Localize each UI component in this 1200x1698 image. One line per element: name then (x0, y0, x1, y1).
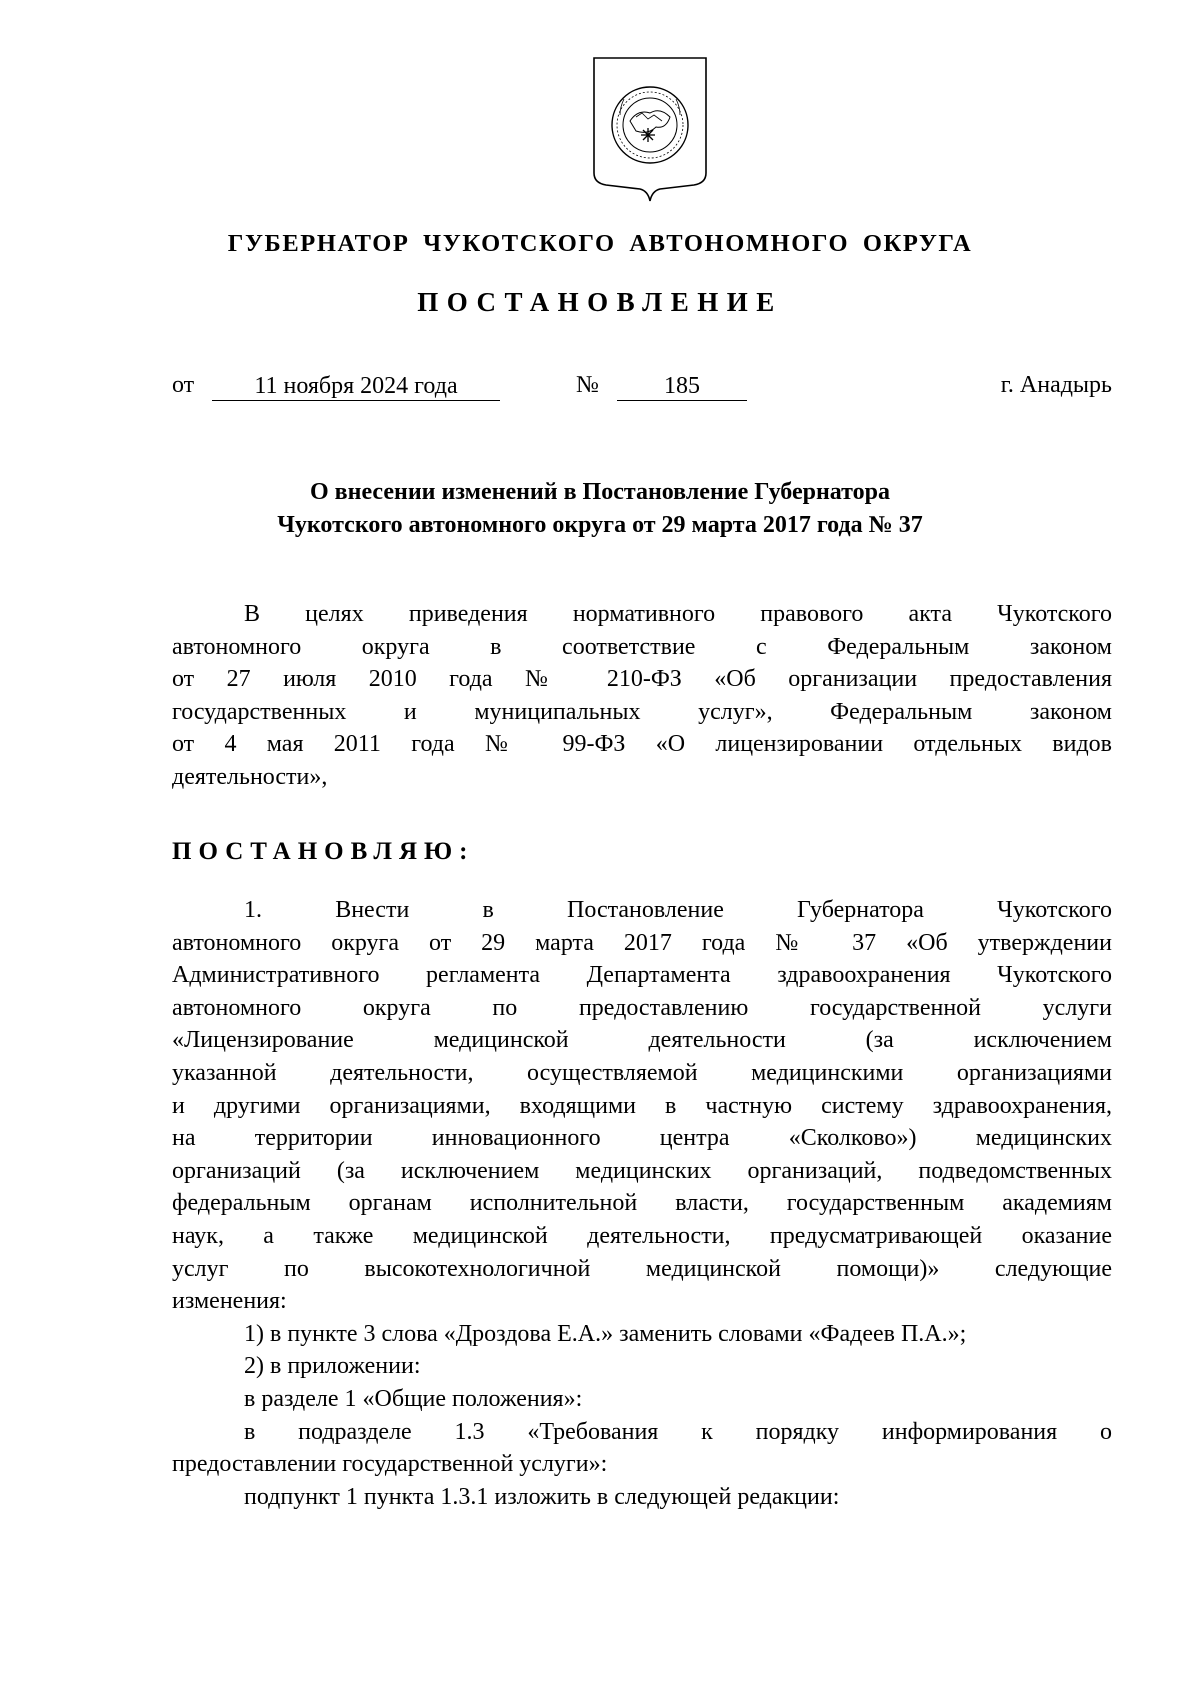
document-date: 11 ноября 2024 года (212, 372, 500, 401)
preamble-line: автономного округа в соответствие с Федеральным законом (172, 633, 1112, 660)
preamble-line: от 27 июля 2010 года № 210-ФЗ «Об организации предоставления (172, 666, 1112, 693)
item-1-line: «Лицензирование медицинской деятельности (за исключением (172, 1027, 1112, 1054)
closing-line: подпункт 1 пункта 1.3.1 изложить в следующей редакции: (244, 1483, 840, 1510)
subsection-line: предоставлении государственной услуги»: (172, 1451, 608, 1478)
subject-line: Чукотского автономного округа от 29 марта 2017 года № 37 (277, 512, 923, 538)
date-prefix: от (172, 372, 195, 398)
subitem-2: 2) в приложении: (244, 1353, 421, 1380)
document-number: 185 (617, 372, 747, 401)
item-1-line: 1. Внести в Постановление Губернатора Чукотского (244, 897, 1112, 923)
item-1-line: услуг по высокотехнологичной медицинской помощи)» следующие (172, 1255, 1112, 1282)
preamble-line: деятельности», (172, 763, 328, 790)
item-1-line: указанной деятельности, осуществляемой медицинскими организациями (172, 1059, 1112, 1086)
number-sign: № (576, 372, 599, 398)
item-1-line: изменения: (172, 1288, 287, 1315)
dateline (172, 372, 1112, 406)
item-1-line: Административного регламента Департамента здравоохранения Чукотского (172, 962, 1112, 989)
preamble-paragraph (172, 598, 1112, 794)
item-1-line: автономного округа по предоставлению государственной услуги (172, 994, 1112, 1021)
governor-title: ГУБЕРНАТОР ЧУКОТСКОГО АВТОНОМНОГО ОКРУГА (227, 230, 973, 257)
preamble-line: от 4 мая 2011 года № 99-ФЗ «О лицензировании отдельных видов (172, 731, 1112, 758)
subsection-line: в подразделе 1.3 «Требования к порядку информирования о (244, 1418, 1112, 1445)
subject-line: О внесении изменений в Постановление Губернатора (310, 479, 890, 505)
chukotka-coat-of-arms-icon (590, 55, 710, 205)
preamble-line: В целях приведения нормативного правового акта Чукотского (244, 601, 1112, 627)
document-type-title: ПОСТАНОВЛЕНИЕ (417, 287, 783, 317)
document-city: г. Анадырь (1000, 372, 1112, 398)
item-1-line: автономного округа от 29 марта 2017 года № 37 «Об утверждении (172, 929, 1112, 956)
section-reference: в разделе 1 «Общие положения»: (244, 1385, 583, 1412)
item-1-paragraph (172, 894, 1112, 1513)
item-1-line: наук, а также медицинской деятельности, предусматривающей оказание (172, 1222, 1112, 1249)
subitem-1: 1) в пункте 3 слова «Дроздова Е.А.» заменить словами «Фадеев П.А.»; (244, 1320, 967, 1347)
item-1-line: на территории инновационного центра «Сколково») медицинских (172, 1125, 1112, 1152)
item-1-line: организаций (за исключением медицинских организаций, подведомственных (172, 1157, 1112, 1184)
decree-word: ПОСТАНОВЛЯЮ: (172, 838, 475, 865)
document-subject (150, 476, 1050, 542)
preamble-line: государственных и муниципальных услуг», Федеральным законом (172, 698, 1112, 725)
item-1-line: федеральным органам исполнительной власти, государственным академиям (172, 1190, 1112, 1217)
item-1-line: и другими организациями, входящими в частную систему здравоохранения, (172, 1092, 1112, 1119)
